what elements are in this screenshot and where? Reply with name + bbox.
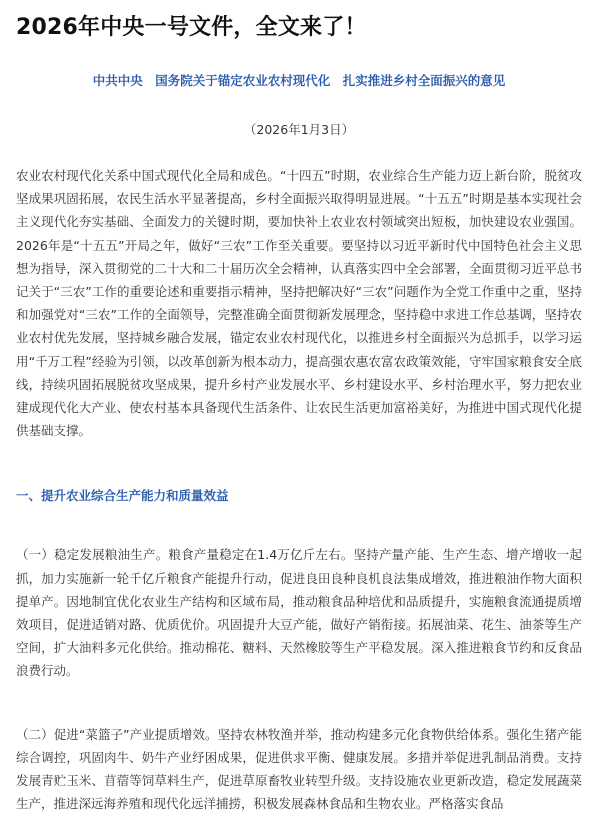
document-date: （2026年1月3日） [243,122,355,137]
article-title: 2026年中央一号文件，全文来了！ [16,15,367,40]
intro-paragraph: 农业农村现代化关系中国式现代化全局和成色。“十四五”时期，农业综合生产能力迈上新台阶，脱贫攻坚成果巩固拓展，农民生活水平显著提高，乡村全面振兴取得明显进展。“十五五”时期是基本实现社会主义现代化夯实基础、全面发力的关键时期，要加快补上农业农村领域突出短板，加快建设农业强国。2026年是“十五五”开局之年，做好“三农”工作至关重要。要坚持以习近平新时代中国特色社会主义思想为指导，深入贯彻党的二十大和二十届历次全会精神，认真落实四中全会部署，全面贯彻习近平总书记关于“三农”工作的重要论述和重要指示精神，坚持把解决好“三农”问题作为全党工作重中之重，坚持和加强党对“三农”工作的全面领导，完整准确全面贯彻新发展理念，坚持稳中求进工作总基调，坚持农业农村优先发展，坚持城乡融合发展，锚定农业农村现代化，以推进乡村全面振兴为总抓手，以学习运用“千万工程”经验为引领，以改革创新为根本动力，提高强农惠农富农政策效能，守牢国家粮食安全底线，持续巩固拓展脱贫攻坚成果，提升乡村产业发展水平、乡村建设水平、乡村治理水平，努力把农业建成现代化大产业、使农村基本具备现代生活条件、让农民生活更加富裕美好，为推进中国式现代化提供基础支撑。 [16,168,582,439]
paragraph-item-2: （二）促进“菜篮子”产业提质增效。坚持农林牧渔并举，推动构建多元化食物供给体系。强化生猪产能综合调控，巩固肉牛、奶牛产业纾困成果，促进供求平衡、健康发展。多措并举促进乳制品消费。支持发展青贮玉米、苜蓿等饲草料生产，促进草原畜牧业转型升级。支持设施农业更新改造，稳定发展蔬菜生产，推进深远海养殖和现代化远洋捕捞，积极发展森林食品和生物农业。严格落实食品 [16,726,582,812]
paragraph-item-1: （一）稳定发展粮油生产。粮食产量稳定在1.4万亿斤左右。坚持产量产能、生产生态、增产增收一起抓，加力实施新一轮千亿斤粮食产能提升行动，促进良田良种良机良法集成增效，推进粮油作物大面积提单产。因地制宜优化农业生产结构和区域布局，推动粮食品种培优和品质提升，实施粮食流通提质增效项目，促进适销对路、优质优价。巩固提升大豆产能，做好产销衔接。拓展油菜、花生、油茶等生产空间，扩大油料多元化供给。推动棉花、糖料、天然橡胶等生产平稳发展。深入推进粮食节约和反食品浪费行动。 [16,547,582,679]
document-issuer-heading: 中共中央 国务院关于锚定农业农村现代化 扎实推进乡村全面振兴的意见 [92,73,506,88]
section-heading-1: 一、提升农业综合生产能力和质量效益 [16,488,229,504]
